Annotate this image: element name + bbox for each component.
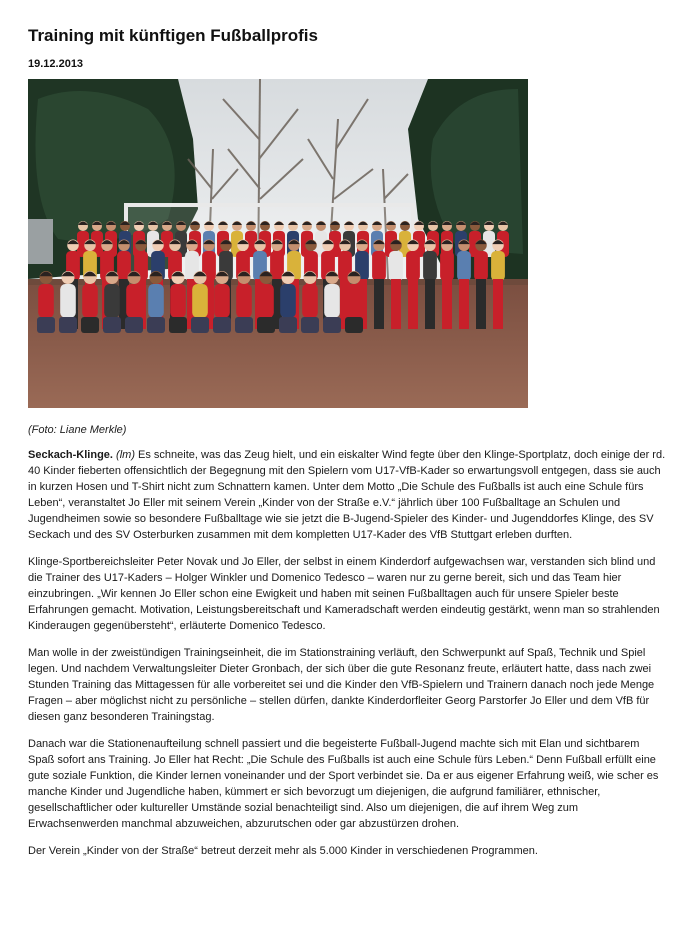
article-paragraph: Man wolle in der zweistündigen Trainingseinheit, die im Stationstraining verläuft, den Schwerpunkt auf Spaß, Technik und Spiel legen. Und nachdem Verwaltungsleiter Dieter Gronbach, der sich über die gute Resonanz freute, erläutert hatte, dass nach zwei Stunden Training das Mittagessen für alle vorbereitet sei und die Kinder den VfB-Spielern und Trainern danach noch jede Menge Fragen – aber möglichst nicht zu persönliche – stellen dürfen, dankte Kinderdorfleiter Georg Parstorfer Jo Eller und dem VfB für diesen ganz besonderen Trainingstag. (28, 647, 655, 723)
article-date: 19.12.2013 (28, 58, 84, 70)
article-paragraph-lead (28, 447, 668, 543)
article-paragraph: Klinge-Sportbereichsleiter Peter Novak und Jo Eller, der selbst in einem Kinderdorf aufgewachsen war, verstanden sich blind und die Trainer des U17-Kaders – Holger Winkler und Domenico Tedesco – waren nur zu gerne bereit, sich und das Team hier einzubringen. „Wir kennen Jo Eller schon eine Ewigkeit und haben mit seinen Fußballtagen auch für unsere Spieler beste Erfahrungen gemacht. Motivation, Leistungsbereitschaft und Kameradschaft werden eindeutig gestärkt, wenn man so strahlenden Kinderaugen gegenübersteht“, erläuterte Domenico Tedesco. (28, 556, 660, 632)
article-body (28, 447, 668, 859)
paragraph-text: Es schneite, was das Zeug hielt, und ein eiskalter Wind fegte über den Klinge-Sportplatz, doch einige der rd. 40 Kinder fieberten offensichtlich der Begegnung mit den Spielern vom U17-VfB-Kader so erwartungsvoll entgegen, dass sie auch in kurzen Hosen und T-Shirt nicht zum Schnattern kamen. Unter dem Motto „Die Schule des Fußballs ist auch eine Schule fürs Leben“, veranstaltet Jo Eller mit seinem Verein „Kinder von der Straße e.V.“ jährlich über 100 Fußballtage an Schulen und Jugendheimen sowie so besondere Fußballtage wie sie jetzt die B-Jugend-Spieler des Kinder- und Jugenddorfes Klinge, des SV Seckach und des SV Osterburken zusammen mit dem kompletten U17-Kader des VfB Stuttgart erleben durften. (28, 449, 666, 541)
article-headline: Training mit künftigen Fußballprofis (28, 26, 318, 45)
dateline-place: Seckach-Klinge. (28, 449, 113, 461)
article-paragraph: Danach war die Stationenaufteilung schnell passiert und die begeisterte Fußball-Jugend machte sich mit Elan und sichtbarem Spaß sofort ans Training. Jo Eller hat Recht: „Die Schule des Fußballs ist auch eine Schule fürs Leben.“ Denn Fußball erfüllt eine gute soziale Funktion, die Kinder lernen voneinander und der Sport verbindet sie. Da er aus eigener Erfahrung weiß, wie scher es manche Kinder und Jugendliche haben, kümmert er sich bevorzugt um diejenigen, die aufgrund familiärer, ethnischer, gesellschaftlicher oder kultureller Umstände sozial benachteiligt sind. Also um diejenigen, die auf ihrem Weg zum Erwachsenwerden manchmal abzuweichen, abzurutschen oder gar abzustürzen drohen. (28, 738, 659, 830)
team-photo (28, 79, 528, 408)
team-photo-illustration (28, 79, 528, 408)
article (28, 24, 668, 870)
author-initials: (lm) (116, 449, 135, 461)
photo-caption: (Foto: Liane Merkle) (28, 424, 127, 436)
article-paragraph: Der Verein „Kinder von der Straße“ betreut derzeit mehr als 5.000 Kinder in verschiedenen Programmen. (28, 845, 538, 857)
